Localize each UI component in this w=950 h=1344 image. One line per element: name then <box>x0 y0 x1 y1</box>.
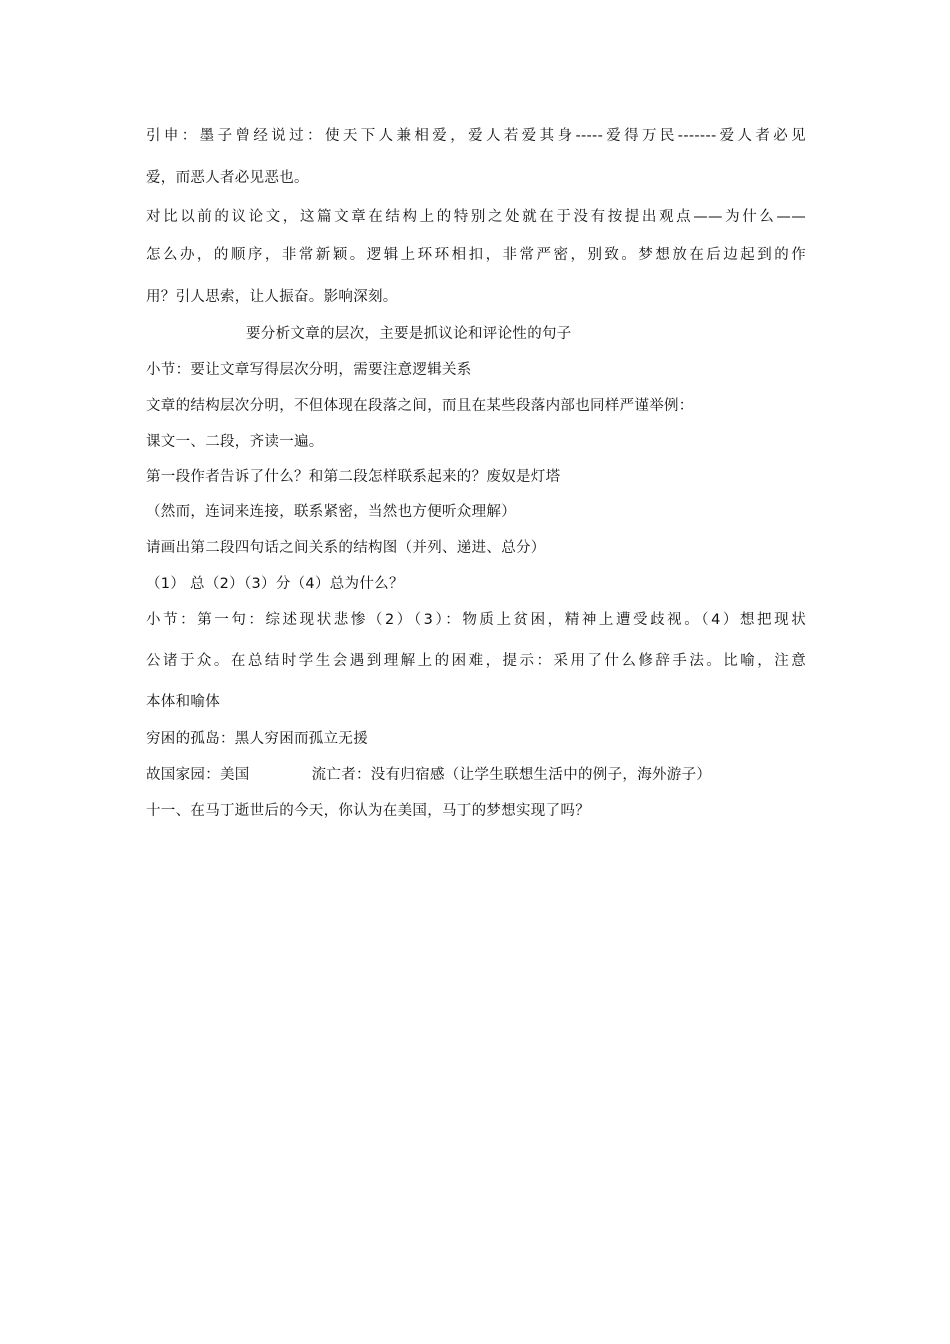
homeland-text: 故国家园：美国 <box>146 767 250 783</box>
summary-line: 小节：第一句：综述现状悲惨（2）（3）：物质上贫困，精神上遭受歧视。（4）想把现状 <box>146 612 806 628</box>
question-line: 第一段作者告诉了什么？和第二段怎样联系起来的？废奴是灯塔 <box>146 469 561 485</box>
paragraph-line: 用？引人思索，让人振奋。影响深刻。 <box>146 289 398 305</box>
paragraph-line: 穷困的孤岛：黑人穷困而孤立无援 <box>146 731 368 747</box>
paragraph-line: 怎么办，的顺序，非常新颖。逻辑上环环相扣，非常严密，别致。梦想放在后边起到的作 <box>146 247 806 263</box>
summary-line: 本体和喻体 <box>146 694 220 710</box>
summary-line: 公诸于众。在总结时学生会遇到理解上的困难，提示：采用了什么修辞手法。比喻，注意 <box>146 653 806 669</box>
summary-line: 小节：要让文章写得层次分明，需要注意逻辑关系 <box>146 362 472 378</box>
note-line: （然而，连词来连接，联系紧密，当然也方便听众理解） <box>146 504 516 520</box>
paragraph-line: 爱，而恶人者必见恶也。 <box>146 170 309 186</box>
paragraph-line: 文章的结构层次分明，不但体现在段落之间，而且在某些段落内部也同样严谨举例： <box>146 398 694 414</box>
paragraph-line: 引申：墨子曾经说过：使天下人兼相爱，爱人若爱其身-----爱得万民-------爱人者必见 <box>146 128 806 144</box>
paragraph-line <box>146 765 711 785</box>
task-line: 请画出第二段四句话之间关系的结构图（并列、递进、总分） <box>146 540 546 556</box>
structure-diagram-line: （1） 总（2）（3）分（4）总为什么？ <box>146 576 404 592</box>
paragraph-line: 课文一、二段，齐读一遍。 <box>146 434 324 450</box>
question-line: 十一、在马丁逝世后的今天，你认为在美国，马丁的梦想实现了吗？ <box>146 803 590 819</box>
exile-text: 流亡者：没有归宿感（让学生联想生活中的例子，海外游子） <box>311 767 712 783</box>
paragraph-line: 对比以前的议论文，这篇文章在结构上的特别之处就在于没有按提出观点——为什么—— <box>146 209 806 225</box>
section-heading: 要分析文章的层次，主要是抓议论和评论性的句子 <box>246 326 572 342</box>
